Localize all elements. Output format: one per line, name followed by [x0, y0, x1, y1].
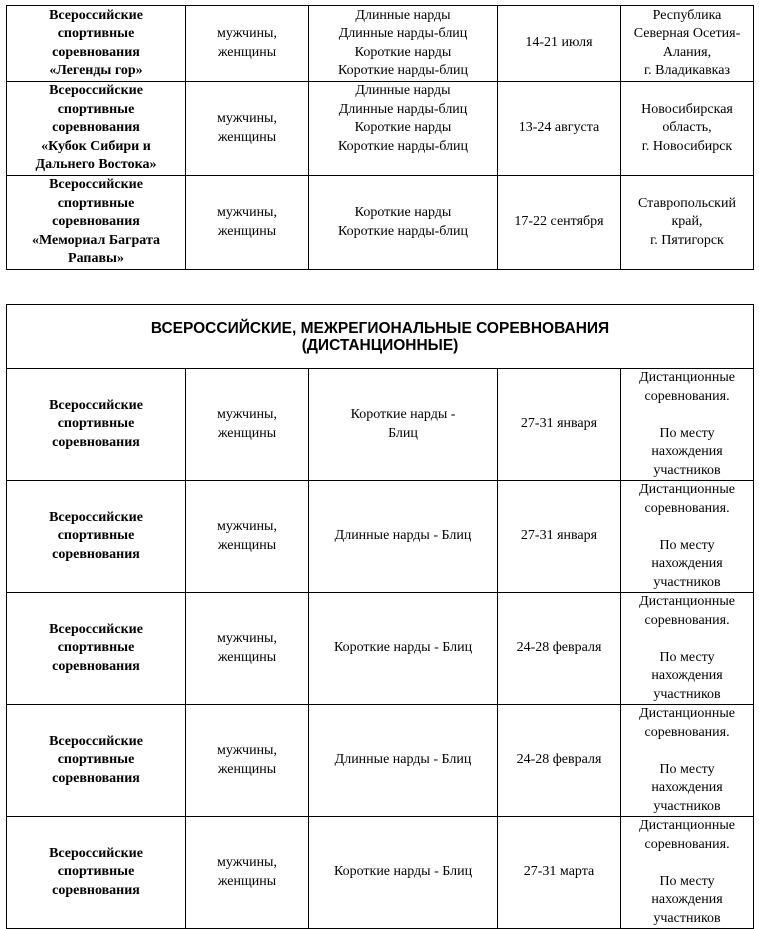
- discipline-line: Короткие нарды: [354, 120, 452, 135]
- place-line: Новосибирская: [641, 101, 733, 117]
- competition-name-line: соревнования: [52, 214, 140, 230]
- competition-name-line: спортивные: [57, 528, 135, 544]
- dates-text: 24-28 февраля: [516, 640, 602, 656]
- competition-name-cell: [7, 481, 186, 593]
- section-title: [7, 305, 754, 369]
- discipline-line: Короткие нарды - Блиц: [333, 640, 473, 656]
- place-line: По месту: [659, 873, 715, 889]
- competition-name-line: соревнования: [52, 546, 140, 562]
- place-line: соревнования.: [644, 612, 730, 628]
- place-line: соревнования.: [644, 836, 730, 852]
- discipline-line: Длинные нарды - Блиц: [334, 528, 472, 544]
- dates-cell: [498, 6, 621, 82]
- competition-name-line: Рапавы»: [68, 251, 124, 267]
- dates-text: 17-22 сентября: [514, 214, 604, 230]
- competition-name-line: Всероссийские: [49, 509, 143, 525]
- place-line: г. Новосибирск: [641, 138, 733, 154]
- dates-text: 27-31 марта: [523, 864, 595, 880]
- disciplines-cell: [309, 705, 498, 817]
- place-spacer: [623, 406, 751, 425]
- place-line: г. Пятигорск: [650, 232, 724, 248]
- participants-line: женщины: [217, 44, 277, 60]
- place-spacer: [623, 630, 751, 649]
- place-line: участников: [653, 798, 721, 814]
- participants-line: мужчины,: [217, 111, 277, 126]
- disciplines-cell: [309, 817, 498, 929]
- competition-name-cell: [7, 6, 186, 82]
- place-line: По месту: [659, 537, 715, 553]
- competition-name-line: спортивные: [57, 26, 135, 41]
- participants-line: мужчины,: [217, 743, 277, 758]
- place-line: Дистанционные: [639, 818, 735, 833]
- discipline-line: Длинные нарды - Блиц: [334, 752, 472, 768]
- discipline-line: Короткие нарды-блиц: [337, 223, 469, 239]
- participants-line: женщины: [217, 761, 277, 777]
- table-row: [7, 705, 754, 817]
- section-header-row: [7, 305, 754, 369]
- competition-name-line: Всероссийские: [49, 845, 143, 861]
- place-cell: [621, 82, 754, 176]
- place-line: нахождения: [651, 444, 723, 459]
- dates-cell: [498, 176, 621, 270]
- disciplines-cell: [309, 369, 498, 481]
- place-line: соревнования.: [644, 500, 730, 516]
- competition-name-cell: [7, 705, 186, 817]
- place-line: нахождения: [651, 892, 723, 907]
- participants-line: мужчины,: [217, 631, 277, 646]
- section-title-line: ВСЕРОССИЙСКИЕ, МЕЖРЕГИОНАЛЬНЫЕ СОРЕВНОВАНИЯ: [150, 319, 610, 337]
- place-line: Республика: [652, 7, 722, 23]
- place-line: Дистанционные: [639, 594, 735, 609]
- participants-cell: [186, 82, 309, 176]
- dates-text: 13-24 августа: [518, 120, 600, 136]
- place-line: область,: [662, 120, 712, 136]
- place-line: нахождения: [651, 780, 723, 795]
- table-row: [7, 369, 754, 481]
- place-cell: [621, 817, 754, 929]
- discipline-line: Длинные нарды-блиц: [338, 26, 468, 41]
- competition-name-line: Всероссийские: [49, 177, 143, 193]
- competition-name-cell: [7, 817, 186, 929]
- place-line: По месту: [659, 425, 715, 441]
- place-line: нахождения: [651, 556, 723, 571]
- participants-line: мужчины,: [217, 519, 277, 534]
- participants-cell: [186, 6, 309, 82]
- dates-text: 27-31 января: [520, 416, 598, 432]
- competition-name-line: спортивные: [57, 416, 135, 432]
- dates-text: 27-31 января: [520, 528, 598, 544]
- table-row: [7, 82, 754, 176]
- competition-name-line: соревнования: [52, 434, 140, 450]
- competition-name-line: спортивные: [57, 101, 135, 117]
- place-spacer: [623, 518, 751, 537]
- place-cell: [621, 369, 754, 481]
- dates-text: 24-28 февраля: [516, 752, 602, 768]
- place-line: Дистанционные: [639, 370, 735, 385]
- dates-cell: [498, 593, 621, 705]
- place-line: Ставропольский: [638, 195, 736, 211]
- place-line: Дистанционные: [639, 482, 735, 497]
- place-line: участников: [653, 910, 721, 926]
- competition-name-line: соревнования: [52, 882, 140, 898]
- participants-cell: [186, 369, 309, 481]
- competition-name-line: Всероссийские: [49, 733, 143, 749]
- participants-line: мужчины,: [217, 205, 277, 220]
- table-row: [7, 176, 754, 270]
- discipline-line: Короткие нарды: [354, 205, 452, 220]
- competition-name-line: Всероссийские: [49, 621, 143, 637]
- place-cell: [621, 705, 754, 817]
- participants-cell: [186, 481, 309, 593]
- disciplines-cell: [309, 481, 498, 593]
- dates-cell: [498, 817, 621, 929]
- disciplines-cell: [309, 6, 498, 82]
- place-line: нахождения: [651, 668, 723, 683]
- participants-line: женщины: [217, 873, 277, 889]
- place-line: участников: [653, 462, 721, 478]
- place-spacer: [623, 854, 751, 873]
- place-line: По месту: [659, 649, 715, 665]
- remote-competitions-table: [6, 304, 754, 929]
- discipline-line: Короткие нарды - Блиц: [333, 864, 473, 880]
- place-cell: [621, 593, 754, 705]
- competition-name-line: Дальнего Востока»: [35, 157, 157, 173]
- dates-cell: [498, 705, 621, 817]
- participants-line: женщины: [217, 223, 277, 239]
- dates-cell: [498, 481, 621, 593]
- discipline-line: Длинные нарды: [355, 83, 451, 98]
- place-line: г. Владикавказ: [643, 63, 731, 78]
- table-row: [7, 593, 754, 705]
- place-line: соревнования.: [644, 724, 730, 740]
- competition-name-line: спортивные: [57, 864, 135, 880]
- participants-cell: [186, 176, 309, 270]
- participants-line: женщины: [217, 537, 277, 553]
- participants-line: женщины: [217, 129, 277, 145]
- competition-name-cell: [7, 176, 186, 270]
- competition-name-line: спортивные: [57, 752, 135, 768]
- competition-name-cell: [7, 593, 186, 705]
- competition-name-line: соревнования: [52, 658, 140, 674]
- dates-cell: [498, 82, 621, 176]
- discipline-line: Короткие нарды-блиц: [337, 63, 469, 78]
- discipline-line: Короткие нарды: [354, 44, 452, 60]
- disciplines-cell: [309, 82, 498, 176]
- table-row: [7, 6, 754, 82]
- discipline-line: Короткие нарды-блиц: [337, 138, 469, 154]
- disciplines-cell: [309, 593, 498, 705]
- discipline-line: Длинные нарды: [355, 7, 451, 23]
- dates-cell: [498, 369, 621, 481]
- place-line: соревнования.: [644, 388, 730, 404]
- participants-cell: [186, 705, 309, 817]
- competition-name-line: соревнования: [52, 44, 140, 60]
- participants-cell: [186, 593, 309, 705]
- place-cell: [621, 6, 754, 82]
- place-line: Дистанционные: [639, 706, 735, 721]
- section-subtitle-line: (ДИСТАНЦИОННЫЕ): [301, 336, 459, 354]
- table-row: [7, 817, 754, 929]
- participants-line: мужчины,: [217, 855, 277, 870]
- place-spacer: [623, 742, 751, 761]
- competition-name-line: спортивные: [57, 640, 135, 656]
- competition-name-line: Всероссийские: [49, 83, 143, 99]
- place-line: участников: [653, 574, 721, 590]
- competition-name-line: «Мемориал Баграта: [31, 232, 160, 248]
- competition-name-line: соревнования: [52, 770, 140, 786]
- place-line: край,: [671, 214, 703, 230]
- place-line: Алания,: [662, 44, 712, 60]
- discipline-line: Блиц: [388, 425, 418, 441]
- competition-name-line: Всероссийские: [49, 7, 143, 23]
- participants-line: мужчины,: [217, 407, 277, 422]
- competition-name-cell: [7, 82, 186, 176]
- competitions-table: [6, 5, 754, 270]
- place-cell: [621, 176, 754, 270]
- discipline-line: Длинные нарды-блиц: [338, 101, 468, 117]
- discipline-line: Короткие нарды -: [350, 407, 456, 422]
- place-line: Северная Осетия-: [633, 26, 741, 41]
- participants-cell: [186, 817, 309, 929]
- dates-text: 14-21 июля: [525, 35, 593, 51]
- table-row: [7, 481, 754, 593]
- competition-name-line: спортивные: [57, 195, 135, 211]
- competition-name-line: «Легенды гор»: [49, 63, 143, 78]
- place-line: участников: [653, 686, 721, 702]
- competition-name-line: «Кубок Сибири и: [41, 138, 151, 154]
- competition-name-line: соревнования: [52, 120, 140, 136]
- participants-line: женщины: [217, 649, 277, 665]
- participants-line: женщины: [217, 425, 277, 441]
- competition-name-cell: [7, 369, 186, 481]
- competition-name-line: Всероссийские: [49, 397, 143, 413]
- participants-line: мужчины,: [217, 26, 277, 41]
- disciplines-cell: [309, 176, 498, 270]
- place-cell: [621, 481, 754, 593]
- place-line: По месту: [659, 761, 715, 777]
